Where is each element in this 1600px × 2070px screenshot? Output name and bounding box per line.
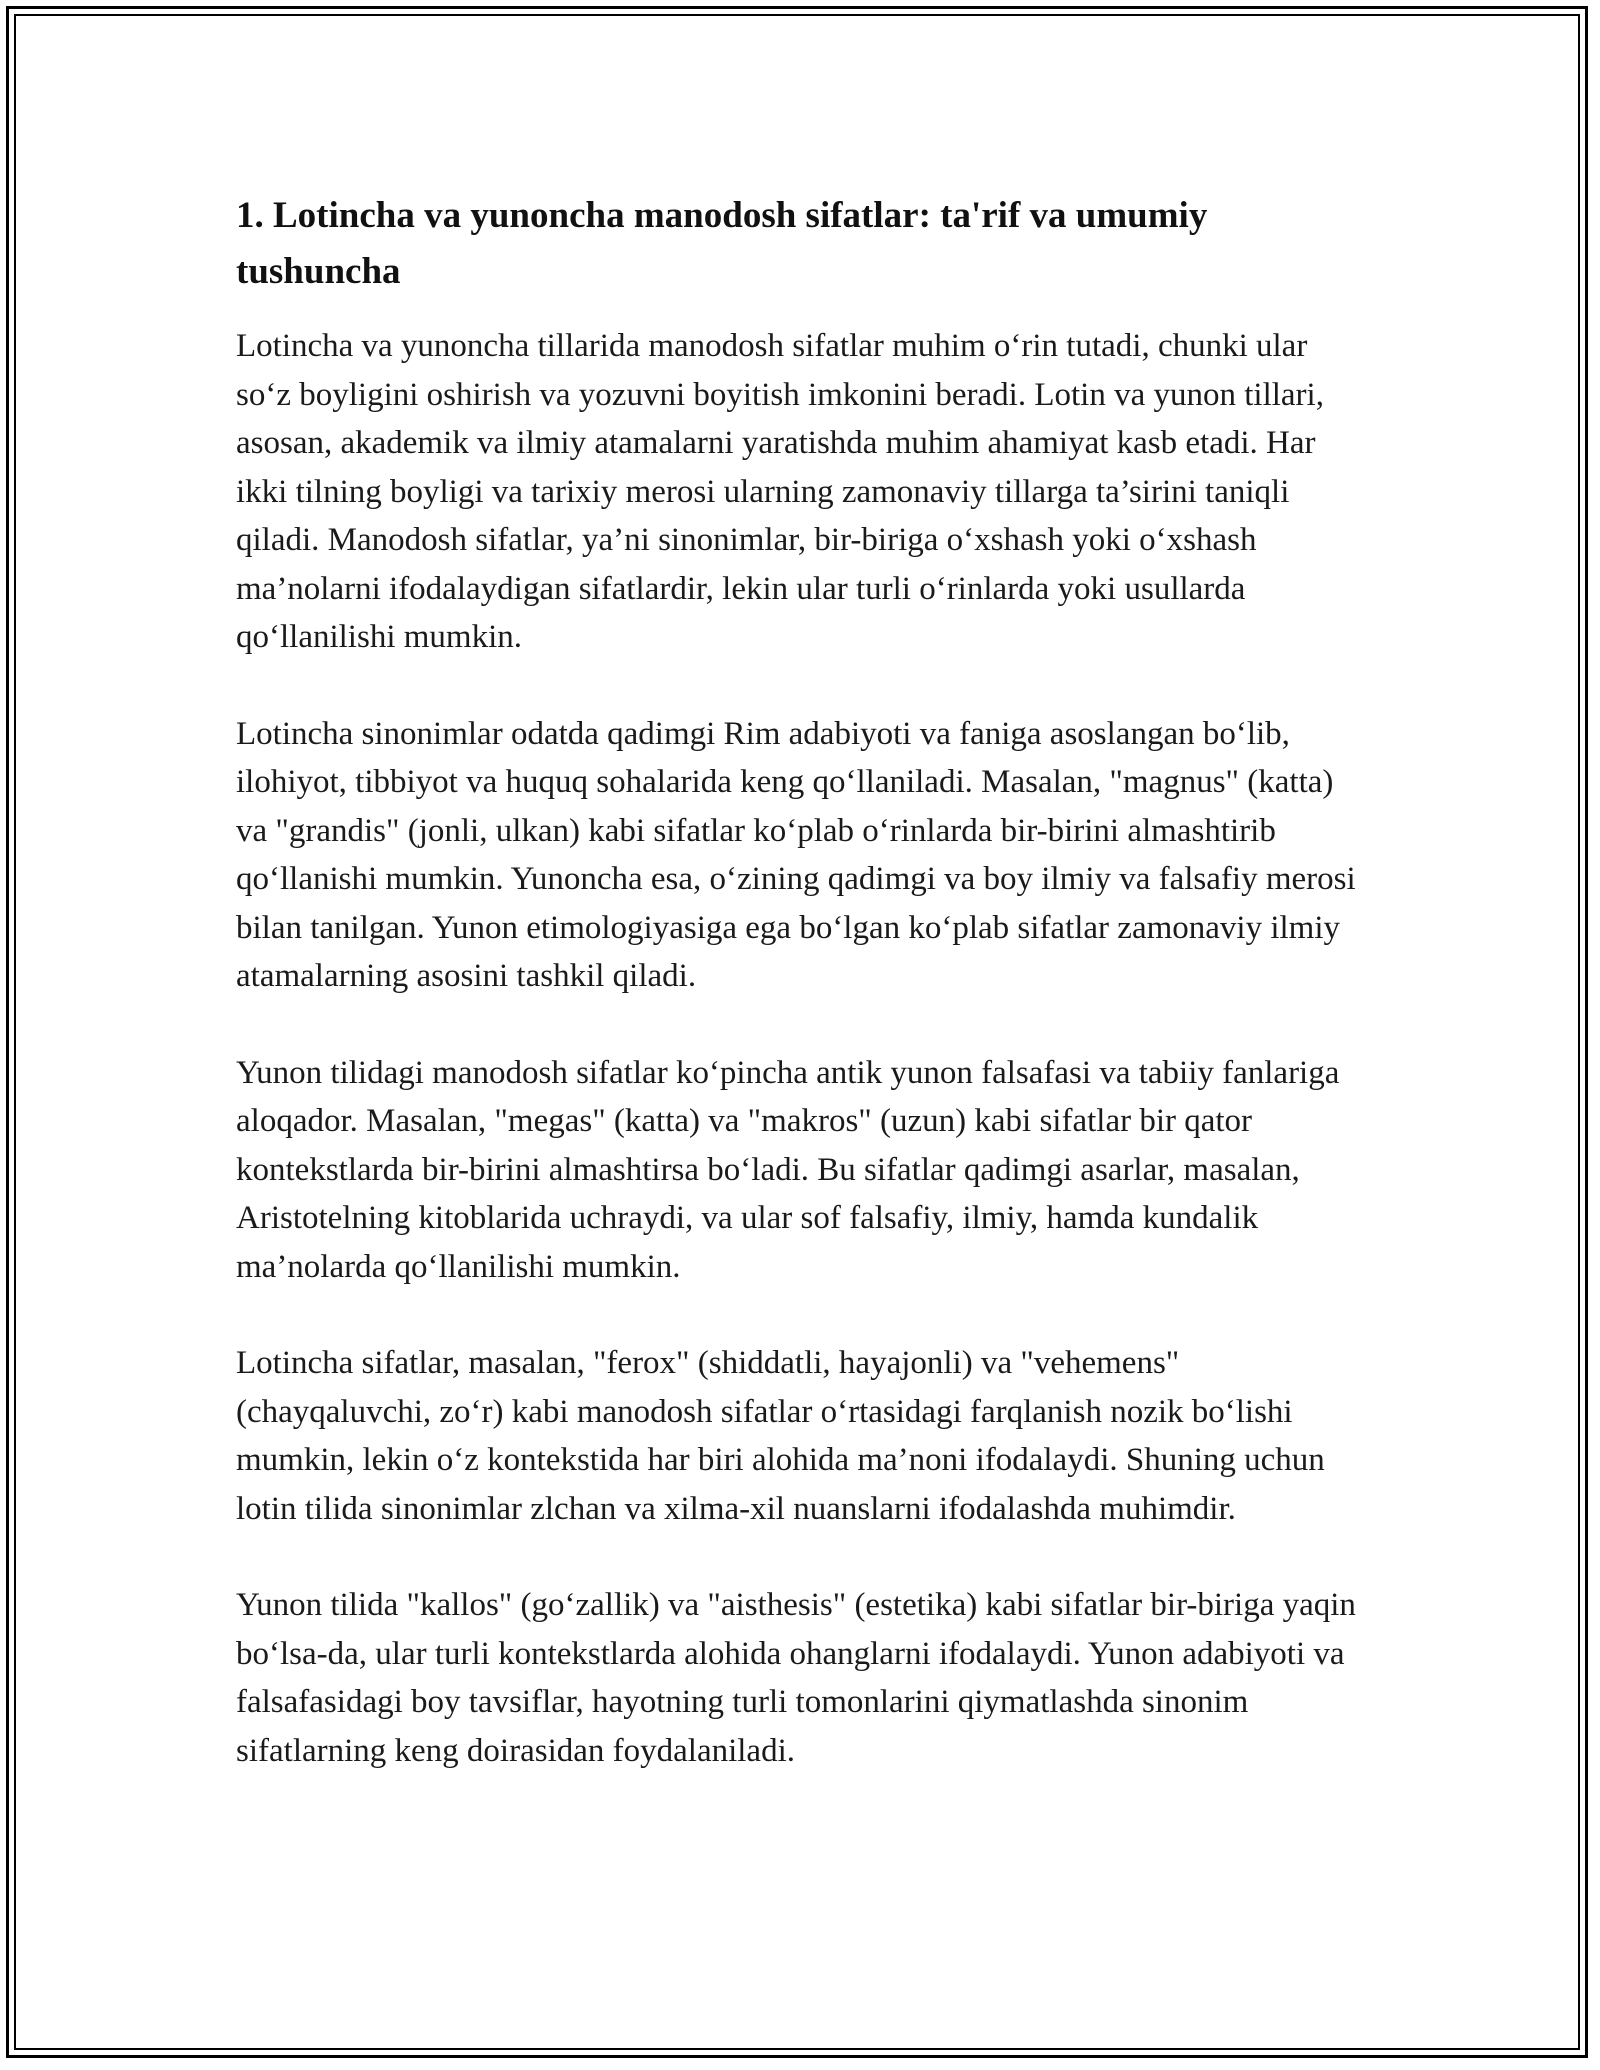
document-body xyxy=(236,188,1364,1823)
paragraph-2: Lotincha sinonimlar odatda qadimgi Rim adabiyoti va faniga asoslangan bo‘lib, ilohiyot, tibbiyot va huquq sohalarida keng qo‘llaniladi. Masalan, "magnus" (katta) va "grandis" (jonli, ulkan) kabi sifatlar ko‘plab o‘rinlarda bir-birini almashtirib qo‘llanishi mumkin. Yunoncha esa, o‘zining qadimgi va boy ilmiy va falsafiy merosi bilan tanilgan. Yunon etimologiyasiga ega bo‘lgan ko‘plab sifatlar zamonaviy ilmiy atamalarning asosini tashkil qiladi. xyxy=(236,715,1356,994)
paragraph-4: Lotincha sifatlar, masalan, "ferox" (shiddatli, hayajonli) va "vehemens" (chayqaluvchi, zo‘r) kabi manodosh sifatlar o‘rtasidagi farqlanish nozik bo‘lishi mumkin, lekin o‘z kontekstida har biri alohida ma’noni ifodalaydi. Shuning uchun lotin tilida sinonimlar zlchan va xilma-xil nuanslarni ifodalashda muhimdir. xyxy=(236,1345,1325,1527)
paragraph-1: Lotincha va yunoncha tillarida manodosh sifatlar muhim o‘rin tutadi, chunki ular so‘z boyligini oshirish va yozuvni boyitish imkonini beradi. Lotin va yunon tillari, asosan, akademik va ilmiy atamalarni yaratishda muhim ahamiyat kasb etadi. Har ikki tilning boyligi va tarixiy merosi ularning zamonaviy tillarga ta’sirini taniqli qiladi. Manodosh sifatlar, ya’ni sinonimlar, bir-biriga o‘xshash yoki o‘xshash ma’nolarni ifodalaydigan sifatlardir, lekin ular turli o‘rinlarda yoki usullarda qo‘llanilishi mumkin. xyxy=(236,328,1324,655)
section-heading: 1. Lotincha va yunoncha manodosh sifatlar: ta'rif va umumiy tushuncha xyxy=(236,195,1208,292)
paragraph-3: Yunon tilidagi manodosh sifatlar ko‘pincha antik yunon falsafasi va tabiiy fanlariga aloqador. Masalan, "megas" (katta) va "makros" (uzun) kabi sifatlar bir qator kontekstlarda bir-birini almashtirsa bo‘ladi. Bu sifatlar qadimgi asarlar, masalan, Aristotelning kitoblarida uchraydi, va ular sof falsafiy, ilmiy, hamda kundalik ma’nolarda qo‘llanilishi mumkin. xyxy=(236,1054,1340,1285)
paragraph-5: Yunon tilida "kallos" (go‘zallik) va "aisthesis" (estetika) kabi sifatlar bir-biriga yaqin bo‘lsa-da, ular turli kontekstlarda alohida ohanglarni ifodalaydi. Yunon adabiyoti va falsafasidagi boy tavsiflar, hayotning turli tomonlarini qiymatlashda sinonim sifatlarning keng doirasidan foydalaniladi. xyxy=(236,1587,1356,1769)
